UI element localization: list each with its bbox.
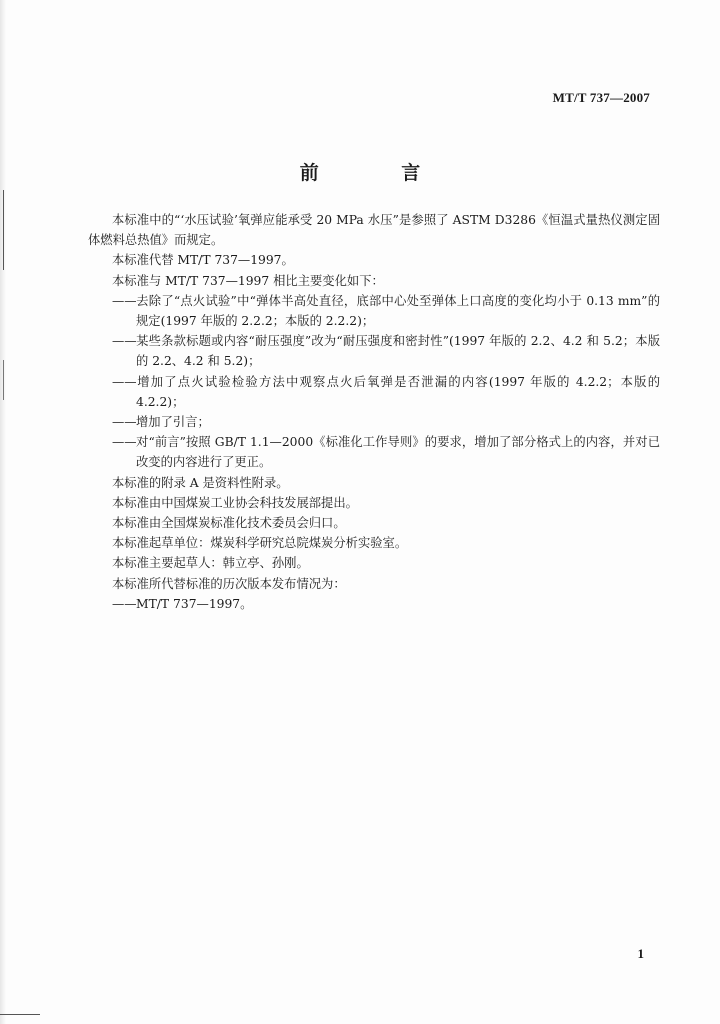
foreword-body [88, 210, 660, 614]
dash-marker: —— [112, 293, 137, 308]
change-item [88, 432, 660, 472]
scan-artifact-line [0, 1014, 40, 1015]
paragraph: 本标准由全国煤炭标准化技术委员会归口。 [112, 516, 346, 531]
paragraph: 本标准代替 MT/T 737—1997。 [112, 253, 294, 268]
section-title: 前 言 [299, 162, 459, 184]
history-item [88, 594, 660, 614]
change-item [88, 412, 660, 432]
dash-marker: —— [112, 435, 137, 450]
dash-marker: —— [112, 334, 137, 349]
paragraph: 本标准所代替标准的历次版本发布情况为： [112, 576, 346, 591]
paragraph: 本标准由中国煤炭工业协会科技发展部提出。 [112, 495, 358, 510]
history-text: MT/T 737—1997。 [136, 596, 253, 611]
scan-artifact-line [3, 190, 4, 270]
change-text: 增加了点火试验检验方法中观察点火后氧弹是否泄漏的内容(1997 年版的 4.2.2；本版的 4.2.2)； [136, 374, 660, 409]
change-text: 某些条款标题或内容“耐压强度”改为“耐压强度和密封性”(1997 年版的 2.2、4.2 和 5.2；本版的 2.2、4.2 和 5.2)； [136, 334, 660, 369]
paragraph: 本标准主要起草人：韩立亭、孙刚。 [112, 556, 309, 571]
dash-marker: —— [112, 415, 137, 430]
paragraph: 本标准与 MT/T 737—1997 相比主要变化如下： [112, 273, 384, 288]
change-text: 对“前言”按照 GB/T 1.1—2000《标准化工作导则》的要求，增加了部分格式上的内容，并对已改变的内容进行了更正。 [136, 435, 660, 470]
document-code: MT/T 737—2007 [552, 90, 650, 105]
change-item [88, 331, 660, 371]
dash-marker: —— [112, 596, 137, 611]
paragraph: 本标准起草单位：煤炭科学研究总院煤炭分析实验室。 [112, 536, 408, 551]
page-number: 1 [637, 946, 644, 961]
change-text: 增加了引言； [136, 415, 210, 430]
dash-marker: —— [112, 374, 137, 389]
change-item [88, 291, 660, 331]
change-text: 去除了“点火试验”中“弹体半高处直径，底部中心处至弹体上口高度的变化均小于 0.13 mm”的规定(1997 年版的 2.2.2；本版的 2.2.2)； [136, 293, 660, 329]
paragraph: 本标准中的“‘水压试验’氧弹应能承受 20 MPa 水压”是参照了 ASTM D3286《恒温式量热仪测定固体燃料总热值》而规定。 [88, 213, 660, 248]
scan-edge-shadow [0, 0, 6, 1024]
scan-artifact-line [3, 360, 4, 400]
change-item [88, 372, 660, 412]
paragraph: 本标准的附录 A 是资料性附录。 [112, 475, 289, 490]
